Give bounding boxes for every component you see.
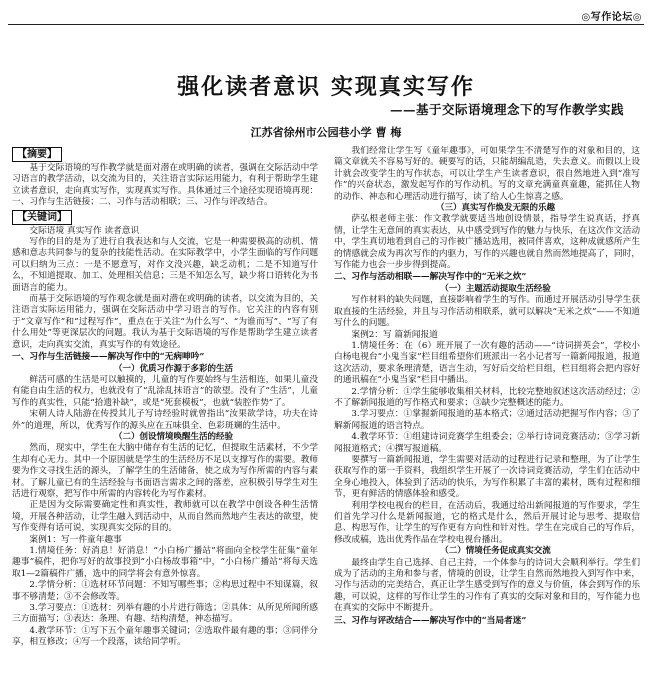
section-tag: ◎写作论坛◎ [581,12,642,23]
abstract-text: 基于交际语境的写作教学就是面对潜在或明确的读者，强调在交际活动中学习语言的教学活动，以交流为目的，关注语言实际运用能力，有利于帮助学生建立读者意识，走向真实写作，实现真实写作。具体通过三个途径实现语境再现：一、习作与生活链接；二、习作与活动相联；三、习作与评改结合。 [12,163,318,208]
paragraph: 写作的目的是为了进行自我表达和与人交流，它是一种需要极高的动机、情感和意志共同参与的复杂的技能性活动。在实际教学中，小学生面临的写作问题可以归纳为三点：一是不愿意写，对作文没兴趣，缺乏动机；二是不知道写什么，不知道提取、加工、处理相关信息；三是不知怎么写，缺少将口语转化为书面语言的能力。 [12,237,318,293]
paragraph: 要撰写一篇新闻报道，学生需要对活动的过程进行记录和整理，为了让学生获取写作的第一手资料，我组织学生开展了一次诗词竞赛活动，学生们在活动中全身心地投入，体验到了活动的快乐，为写作积累了丰富的素材，既有过程和细节，更有鲜活的情感体验和感受。 [334,454,640,500]
paragraph: 4.教学环节：①组建诗词竞赛学生组委会；②举行诗词竞赛活动；③学习新闻报道格式；④撰写报道稿。 [334,432,640,454]
paragraph: 而基于交际语境的写作观念就是面对潜在或明确的读者，以交流为目的，关注语言实际运用能力，强调在交际活动中学习语言的写作。它关注的内容有别于“文章写作”和“过程写作”，重点在于关注“为什么写”、“为谁而写”、“写了有什么用处”等更深层次的问题。我认为基于交际语境的写作是帮助学生建立读者意识，走向真实交流，真实写作的有效途径。 [12,294,318,350]
case-label: 案例2：写 篇新闻报道 [351,329,438,340]
paragraph: 2.学情分析：①学生能够收集相关材料，比较完整地叙述这次活动经过；②不了解新闻报道的写作格式和要求；③缺少完整概述的能力。 [334,386,640,408]
paragraph: 我们经常让学生写《童年趣事》，可如果学生不清楚写作的对象和目的，这篇文章就关不容易写好的。硬要写的话，只能胡编乱造，失去意义。而假以上设计就会改变学生的写作状态，可以让学生产生读者意识，很自然地进入到“准写作”的兴奋状态，激发起写作的写作动机。写的文章充满童真童趣，能抓住人物的动作、神态和心理活动进行描写，读了给人心生惊喜之感。 [334,146,640,202]
paragraph: 最终由学生自己选择、自己主持，一个体参与的诗词大会顺利举行。学生们成为了活动的主角和参与者，情境的创设，让学生自然而然地投入到写作中来，习作与活动的完美结合，真正让学生感受到写作的意义与价值，体会到写作的乐趣，可以说，这样的写作让学生的习作有了真实的交际对象和目的，写作能力也在真实的交际中不断提升。 [334,557,640,614]
section-heading: 三、习作与评改结合——解决写作中的“当局者迷” [334,615,527,626]
paragraph: 3.学习要点：①掌握新闻报道的基本格式；②通过活动把握写作内容；③了解新闻报道的语言特点。 [334,409,640,431]
keywords-label: 【关键词】 [12,210,72,225]
article-title: 强化读者意识 实现真实写作 [177,74,475,100]
paragraph: 写作材料的缺失问题，直接影响着学生的写作。而通过开展活动引导学生获取直接的生活经验，并且与习作活动相联系，就可以解决“无米之炊”——不知道写什么的问题。 [334,295,640,329]
subsection-heading: （三）真实写作焕发无限的乐趣 [435,203,555,214]
paragraph: 利用学校电视台的栏目，在活动后，我通过给出新闻报道的写作要求，学生们首先学习什么是新闻报道，它的格式是什么，然后开展讨论与思考、提取信息、构思写作，让学生的写作更有方向性和针对性。学生在完成自己的写作后，修改成稿，选出优秀作品在学校电视台播出。 [334,500,640,545]
paragraph: 鲜活可感的生活是可以触摸的，儿童的写作要始终与生活相连，如果儿童没有能自由生活的权力，也就没有了“乱涂乱抹语言”的欲望。没有了“生活”，儿童写作的真实性，只能“拾遗补缺”，或是“死套模板”，也就“装腔作势”了。 [12,374,318,408]
paragraph: 宋朝人诗人陆游在传授其儿子写诗经验时就曾指出“汝果欲学诗，功夫在诗外”的道理，所以，优秀写作的源头应在五味俱全、色彩斑斓的生活中。 [12,409,318,431]
article-subtitle: ——基于交际语境理念下的写作教学实践 [389,102,624,117]
paragraph: 然而，现实中，学生在大脑中储存有生活的记忆，但提取生活素材，不少学生却有心无力。其中一个原因就是学生的生活经历不足以支撑写作的需要。教师要为作文寻找生活的源头，了解学生的生活储备，使之成为写作所需的内容与素材。了解儿童已有的生活经验与书面语言需求之间的落差，应积极引导学生对生活进行观察，把写作中所需的内容转化为写作素材。 [12,443,318,499]
left-column [12,146,318,686]
paragraph: 萨弘根老师主张：作文教学就要适当地创设情景，指导学生说真话，抒真情，让学生无意间的真实表达，从中感受到写作的魅力与快乐，在这次作文活动中，学生真切地看到自己的习作被广播站选用，被同伴喜欢，这种成就感所产生的情感就会成为再次写作的内驱力，写作的兴趣也就自然而然地提高了，同时，写作能力也会一步步得到提高。 [334,214,640,271]
case-label: 案例1：写一件童年趣事 [29,534,122,545]
subsection-heading: （一）主题活动提取生活经验 [440,283,551,294]
paragraph: 1.情境任务：好消息！好消息！“小白杨广播站”将面向全校学生征集“童年趣事”稿件，把你写好的故事投到“小白杨故事箱”中，“小白杨广播站”将每天选取1—2篇稿件广播，选中的同学将会有意外惊喜。 [12,546,318,579]
abstract-label: 【摘要】 [12,147,62,162]
right-column [334,146,640,686]
paragraph: 正是因为交际需要确定性和真实性，教师就可以在教学中创设各种生活情境，开展各种活动，让学生融入到活动中，从而自然而然地产生表达的欲望，使写作变得有话可说，实现真实交际的目的。 [12,500,318,534]
paragraph: 1.情境任务：在（6）班开展了一次有趣的活动——“诗词拼英会”，学校小白杨电视台“小鬼当家”栏目组希望你们班派出一名小记者写一篇新闻报道，报道这次活动，要求条理清楚，语言生动，写好后交给栏目组，栏目组将会把内容好的通讯稿在“小鬼当家”栏目中播出。 [334,340,640,386]
subsection-heading: （二）创设情境唤醒生活的经验 [113,431,233,442]
keywords-text: 交际语境 真实写作 读者意识 [29,225,140,236]
subsection-heading: （二）情境任务促成真实交流 [440,546,551,557]
top-rule [8,24,644,25]
paragraph: 4.教学环节：①写下五个童年趣事关键词；②选取件最有趣的事；③同伴分享，相互修改；④写一个段落，读给同学听。 [12,625,318,648]
subsection-heading: （一）优质习作源于多彩的生活 [113,363,233,374]
paragraph: 3.学习要点：①选材：列举有趣的小片进行筛选；②具体：从所见所闻所感三方面描写；③表达：条理、有趣、结构清楚，神态描写。 [12,603,318,625]
section-heading: 二、习作与活动相联——解决写作中的“无米之炊” [334,272,527,283]
paragraph: 2.学情分析：①选材环节问题：不知写哪些事；②构思过程中不知谋篇，叙事不够清楚；③不会修改等。 [12,580,318,602]
section-heading: 一、习作与生活链接——解决写作中的“无病呻吟” [12,352,205,363]
article-author: 江苏省徐州市公园巷小学 曹 梅 [250,126,402,139]
